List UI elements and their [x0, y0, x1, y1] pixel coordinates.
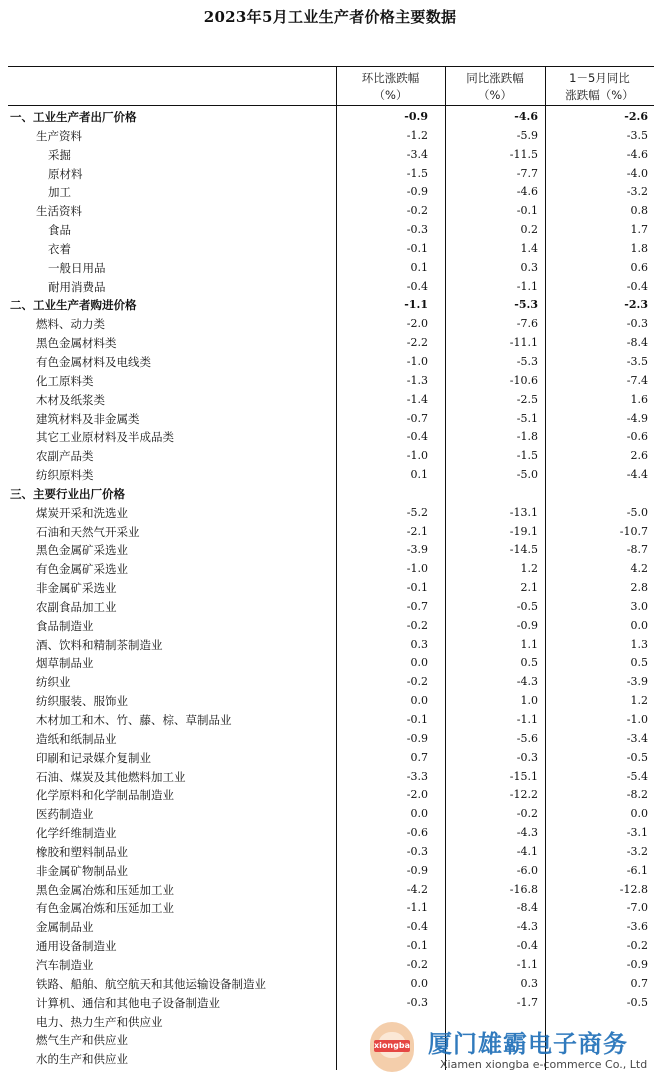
- cell-ytd: -1.0: [626, 713, 648, 726]
- cell-yoy: -1.1: [516, 279, 538, 293]
- header-yoy-line2: （%）: [478, 88, 512, 102]
- table-row: [8, 334, 654, 353]
- cell-ytd: -6.1: [626, 863, 648, 877]
- table-row: [8, 824, 654, 843]
- cell-mom: -0.7: [406, 411, 428, 425]
- table-row: [8, 372, 654, 391]
- cell-ytd: -4.6: [626, 147, 648, 161]
- row-label: 有色金属材料及电线类: [36, 354, 151, 369]
- cell-mom: -1.0: [406, 354, 428, 368]
- row-label: 木材加工和木、竹、藤、棕、草制品业: [36, 713, 232, 727]
- row-label: 非金属矿物制品业: [36, 863, 128, 878]
- cell-mom: -0.1: [406, 713, 428, 726]
- table-row: [8, 598, 654, 617]
- cell-yoy: -2.5: [516, 392, 538, 406]
- cell-mom: -0.2: [406, 618, 428, 632]
- table-top-rule: [8, 66, 654, 67]
- cell-mom: -1.4: [406, 392, 428, 406]
- table-row: [8, 918, 654, 937]
- cell-yoy: -10.6: [509, 373, 538, 387]
- cell-yoy: -14.5: [509, 543, 538, 557]
- cell-mom: -2.2: [406, 336, 428, 350]
- cell-ytd: 1.2: [630, 694, 648, 708]
- table-row: [8, 183, 654, 202]
- cell-yoy: 2.1: [520, 581, 538, 595]
- table-row: [8, 146, 654, 165]
- cell-ytd: -3.5: [626, 128, 648, 142]
- cell-yoy: -1.5: [516, 449, 538, 463]
- table-row: [8, 692, 654, 711]
- cell-mom: -0.9: [406, 731, 428, 745]
- cell-ytd: -7.0: [626, 901, 648, 915]
- table-row: [8, 221, 654, 240]
- header-mom-line2: （%）: [373, 88, 408, 102]
- cell-yoy: -4.3: [516, 920, 538, 934]
- cell-yoy: -15.1: [509, 769, 538, 783]
- table-row: [8, 485, 654, 504]
- cell-mom: -2.0: [406, 788, 428, 802]
- cell-ytd: -7.4: [626, 373, 648, 387]
- row-label: 食品制造业: [36, 618, 94, 633]
- cell-ytd: 0.0: [630, 807, 648, 821]
- row-label: 造纸和纸制品业: [36, 731, 117, 746]
- cell-mom: -0.7: [406, 599, 428, 613]
- cell-mom: -0.6: [406, 826, 428, 840]
- cell-yoy: 1.0: [520, 694, 538, 708]
- cell-ytd: -0.6: [626, 430, 648, 444]
- cell-mom: -0.1: [406, 581, 428, 595]
- cell-ytd: -2.6: [624, 110, 648, 123]
- cell-mom: 0.7: [410, 750, 428, 764]
- cell-ytd: -12.8: [619, 882, 648, 896]
- cell-ytd: 1.7: [630, 223, 648, 237]
- cell-yoy: 0.3: [520, 260, 538, 274]
- table-row: [8, 278, 654, 297]
- cell-ytd: 3.0: [630, 599, 648, 613]
- table-row: [8, 523, 654, 542]
- cell-mom: -0.1: [406, 241, 428, 255]
- cell-ytd: -3.2: [626, 185, 648, 199]
- cell-mom: -0.1: [406, 939, 428, 953]
- cell-mom: -1.0: [406, 449, 428, 463]
- cell-ytd: -8.4: [626, 336, 648, 350]
- table-row: [8, 428, 654, 447]
- cell-mom: 0.0: [410, 694, 428, 708]
- page-title: 2023年5月工业生产者价格主要数据: [203, 8, 457, 26]
- cell-yoy: -1.1: [516, 713, 538, 726]
- row-label: 水的生产和供应业: [36, 1052, 128, 1067]
- table-row: [8, 730, 654, 749]
- table-row: [8, 541, 654, 560]
- cell-yoy: -19.1: [509, 524, 538, 538]
- table-body: [8, 108, 654, 1069]
- table-row: [8, 202, 654, 221]
- header-mom-line1: 环比涨跌幅: [361, 71, 420, 85]
- table-row: [8, 315, 654, 334]
- cell-yoy: -16.8: [509, 882, 538, 896]
- cell-ytd: -3.9: [626, 675, 648, 689]
- watermark: [362, 1018, 660, 1082]
- row-label: 衣着: [48, 241, 71, 256]
- row-label: 燃气生产和供应业: [36, 1033, 128, 1048]
- table-row: [8, 975, 654, 994]
- cell-yoy: -5.3: [514, 298, 538, 312]
- cell-yoy: -4.6: [516, 185, 538, 199]
- table-row: [8, 899, 654, 918]
- cell-ytd: 1.6: [630, 392, 648, 406]
- cell-ytd: -0.9: [626, 957, 648, 971]
- cell-yoy: -0.3: [516, 750, 538, 764]
- table-row: [8, 560, 654, 579]
- cell-yoy: -1.7: [516, 995, 538, 1009]
- cell-mom: -2.1: [406, 524, 428, 538]
- row-label: 原材料: [48, 166, 83, 181]
- row-label: 其它工业原材料及半成品类: [36, 430, 174, 445]
- table-row: [8, 768, 654, 787]
- cell-ytd: -5.4: [626, 769, 648, 783]
- row-label: 耐用消费品: [48, 279, 106, 294]
- table-row: [8, 259, 654, 278]
- row-label: 石油、煤炭及其他燃料加工业: [36, 769, 186, 784]
- row-label: 汽车制造业: [36, 957, 94, 972]
- cell-yoy: 1.2: [520, 562, 538, 576]
- cell-ytd: -3.2: [626, 844, 648, 858]
- table-row: [8, 994, 654, 1013]
- table-row: [8, 862, 654, 881]
- row-label: 有色金属冶炼和压延加工业: [36, 901, 174, 916]
- cell-mom: -3.4: [406, 147, 428, 161]
- row-label: 石油和天然气开采业: [36, 524, 140, 539]
- cell-yoy: -6.0: [516, 863, 538, 877]
- cell-mom: 0.0: [410, 807, 428, 821]
- table-row: [8, 673, 654, 692]
- cell-mom: -0.3: [406, 995, 428, 1009]
- cell-mom: -0.3: [406, 223, 428, 237]
- cell-ytd: 1.8: [630, 241, 648, 255]
- row-label: 一、工业生产者出厂价格: [10, 110, 137, 124]
- table-row: [8, 579, 654, 598]
- table-row: [8, 711, 654, 730]
- table-row: [8, 636, 654, 655]
- cell-mom: -0.2: [406, 204, 428, 218]
- cell-ytd: -4.4: [626, 468, 648, 482]
- cell-mom: -3.3: [406, 769, 428, 783]
- row-label: 木材及纸浆类: [36, 392, 105, 407]
- row-label: 化学原料和化学制品制造业: [36, 788, 174, 803]
- cell-yoy: -1.8: [516, 430, 538, 444]
- cell-yoy: -7.6: [516, 317, 538, 331]
- mascot-logo: [370, 1022, 414, 1072]
- cell-mom: -0.4: [406, 279, 428, 293]
- cell-mom: -2.0: [406, 317, 428, 331]
- table-row: [8, 466, 654, 485]
- cell-ytd: 0.5: [630, 656, 648, 670]
- row-label: 金属制品业: [36, 920, 94, 935]
- row-label: 医药制造业: [36, 807, 94, 822]
- cell-ytd: 2.6: [630, 449, 648, 463]
- cell-mom: -0.4: [406, 430, 428, 444]
- cell-ytd: -0.5: [626, 995, 648, 1009]
- watermark-company-en: Xiamen xiongba e-commerce Co., Ltd: [440, 1058, 648, 1071]
- watermark-company-cn: 厦门雄霸电子商务: [428, 1030, 628, 1058]
- cell-yoy: -4.1: [516, 844, 538, 858]
- cell-yoy: 1.1: [520, 637, 538, 651]
- cell-ytd: -8.2: [626, 788, 648, 802]
- cell-ytd: -4.9: [626, 411, 648, 425]
- row-label: 计算机、通信和其他电子设备制造业: [36, 995, 220, 1010]
- cell-ytd: 4.2: [630, 562, 648, 576]
- table-row: [8, 504, 654, 523]
- cell-mom: -1.1: [406, 901, 428, 915]
- cell-mom: -0.9: [404, 110, 428, 123]
- cell-yoy: -12.2: [509, 788, 538, 802]
- cell-ytd: -0.3: [626, 317, 648, 331]
- cell-yoy: -5.0: [516, 468, 538, 482]
- cell-ytd: -3.4: [626, 731, 648, 745]
- cell-mom: -1.1: [404, 298, 428, 312]
- cell-yoy: -0.1: [516, 204, 538, 218]
- row-label: 化学纤维制造业: [36, 826, 117, 841]
- cell-yoy: -5.3: [516, 354, 538, 368]
- table-row: [8, 654, 654, 673]
- cell-ytd: -3.6: [626, 920, 648, 934]
- cell-yoy: -0.4: [516, 939, 538, 953]
- table-row: [8, 937, 654, 956]
- cell-ytd: 1.3: [630, 637, 648, 651]
- row-label: 纺织原料类: [36, 468, 94, 483]
- row-label: 烟草制品业: [36, 656, 94, 671]
- row-label: 农副食品加工业: [36, 599, 117, 614]
- table-row: [8, 956, 654, 975]
- row-label: 纺织服装、服饰业: [36, 694, 128, 709]
- table-row: [8, 749, 654, 768]
- cell-yoy: -0.2: [516, 807, 538, 821]
- cell-yoy: -13.1: [509, 505, 538, 519]
- header-mom: [336, 70, 445, 104]
- table-row: [8, 881, 654, 900]
- table-row: [8, 240, 654, 259]
- row-label: 黑色金属冶炼和压延加工业: [36, 882, 174, 897]
- cell-ytd: -0.4: [626, 279, 648, 293]
- row-label: 燃料、动力类: [36, 317, 105, 332]
- cell-ytd: 0.7: [630, 976, 648, 990]
- row-label: 一般日用品: [48, 260, 106, 275]
- cell-mom: 0.1: [410, 260, 428, 274]
- cell-mom: -0.2: [406, 675, 428, 689]
- row-label: 通用设备制造业: [36, 939, 117, 954]
- table-row: [8, 296, 654, 315]
- cell-ytd: -0.2: [626, 939, 648, 953]
- cell-mom: -1.5: [406, 166, 428, 180]
- cell-yoy: -4.3: [516, 675, 538, 689]
- row-label: 生活资料: [36, 204, 82, 219]
- table-row: [8, 805, 654, 824]
- row-label: 橡胶和塑料制品业: [36, 844, 128, 859]
- cell-yoy: 0.3: [520, 976, 538, 990]
- row-label: 食品: [48, 223, 71, 238]
- row-label: 黑色金属矿采选业: [36, 543, 128, 558]
- cell-yoy: -7.7: [516, 166, 538, 180]
- row-label: 电力、热力生产和供应业: [36, 1014, 163, 1029]
- cell-ytd: 0.0: [630, 618, 648, 632]
- cell-yoy: -5.6: [516, 731, 538, 745]
- cell-yoy: -0.9: [516, 618, 538, 632]
- row-label: 二、工业生产者购进价格: [10, 298, 137, 313]
- row-label: 生产资料: [36, 128, 82, 143]
- cell-yoy: -4.6: [514, 110, 538, 123]
- cell-yoy: 0.5: [520, 656, 538, 670]
- row-label: 非金属矿采选业: [36, 581, 117, 596]
- cell-yoy: 0.2: [520, 223, 538, 237]
- table-row: [8, 127, 654, 146]
- cell-ytd: -5.0: [626, 505, 648, 519]
- cell-ytd: -10.7: [619, 524, 648, 538]
- cell-mom: -5.2: [406, 505, 428, 519]
- row-label: 黑色金属材料类: [36, 336, 117, 351]
- cell-yoy: -4.3: [516, 826, 538, 840]
- cell-mom: -0.4: [406, 920, 428, 934]
- table-row: [8, 108, 654, 127]
- row-label: 铁路、船舶、航空航天和其他运输设备制造业: [36, 976, 266, 991]
- cell-ytd: -8.7: [626, 543, 648, 557]
- cell-ytd: -4.0: [626, 166, 648, 180]
- row-label: 化工原料类: [36, 373, 94, 388]
- cell-ytd: 2.8: [630, 581, 648, 595]
- cell-mom: -0.3: [406, 844, 428, 858]
- header-yoy-line1: 同比涨跌幅: [466, 71, 524, 85]
- cell-mom: -3.9: [406, 543, 428, 557]
- cell-ytd: -3.1: [626, 826, 648, 840]
- row-label: 采掘: [48, 147, 71, 162]
- table-row: [8, 165, 654, 184]
- cell-ytd: -0.5: [626, 750, 648, 764]
- row-label: 酒、饮料和精制茶制造业: [36, 637, 163, 652]
- cell-mom: -1.0: [406, 562, 428, 576]
- header-ytd-line1: 1－5月同比: [569, 71, 630, 85]
- cell-yoy: -11.5: [509, 147, 538, 161]
- cell-mom: 0.1: [410, 468, 428, 482]
- cell-mom: -4.2: [406, 882, 428, 896]
- row-label: 建筑材料及非金属类: [36, 411, 140, 426]
- cell-mom: 0.0: [410, 656, 428, 670]
- table-row: [8, 786, 654, 805]
- table-row: [8, 410, 654, 429]
- row-label: 纺织业: [36, 675, 71, 690]
- cell-yoy: -0.5: [516, 599, 538, 613]
- table-row: [8, 391, 654, 410]
- row-label: 加工: [48, 185, 71, 200]
- cell-yoy: -5.1: [516, 411, 538, 425]
- cell-yoy: -11.1: [509, 336, 538, 350]
- header-ytd: [545, 70, 654, 104]
- cell-mom: -1.3: [406, 373, 428, 387]
- cell-mom: -0.9: [406, 863, 428, 877]
- row-label: 印刷和记录媒介复制业: [36, 750, 151, 765]
- cell-mom: -0.2: [406, 957, 428, 971]
- table-header-rule: [8, 105, 654, 106]
- header-yoy: [445, 70, 545, 104]
- cell-ytd: 0.8: [630, 204, 648, 218]
- table-row: [8, 353, 654, 372]
- cell-mom: -1.2: [406, 128, 428, 142]
- table-row: [8, 843, 654, 862]
- cell-mom: -0.9: [406, 185, 428, 199]
- cell-yoy: -8.4: [516, 901, 538, 915]
- row-label: 三、主要行业出厂价格: [10, 486, 125, 501]
- row-label: 煤炭开采和洗选业: [36, 505, 128, 520]
- cell-yoy: -5.9: [516, 128, 538, 142]
- cell-yoy: 1.4: [520, 241, 538, 255]
- cell-mom: 0.3: [410, 637, 428, 651]
- cell-ytd: -3.5: [626, 354, 648, 368]
- logo-tag: xiongba: [374, 1041, 410, 1050]
- cell-yoy: -1.1: [516, 957, 538, 971]
- row-label: 有色金属矿采选业: [36, 562, 128, 577]
- cell-mom: 0.0: [410, 976, 428, 990]
- header-ytd-line2: 涨跌幅（%）: [565, 88, 634, 102]
- row-label: 农副产品类: [36, 449, 94, 464]
- table-row: [8, 447, 654, 466]
- cell-ytd: -2.3: [624, 298, 648, 312]
- table-row: [8, 617, 654, 636]
- cell-ytd: 0.6: [630, 260, 648, 274]
